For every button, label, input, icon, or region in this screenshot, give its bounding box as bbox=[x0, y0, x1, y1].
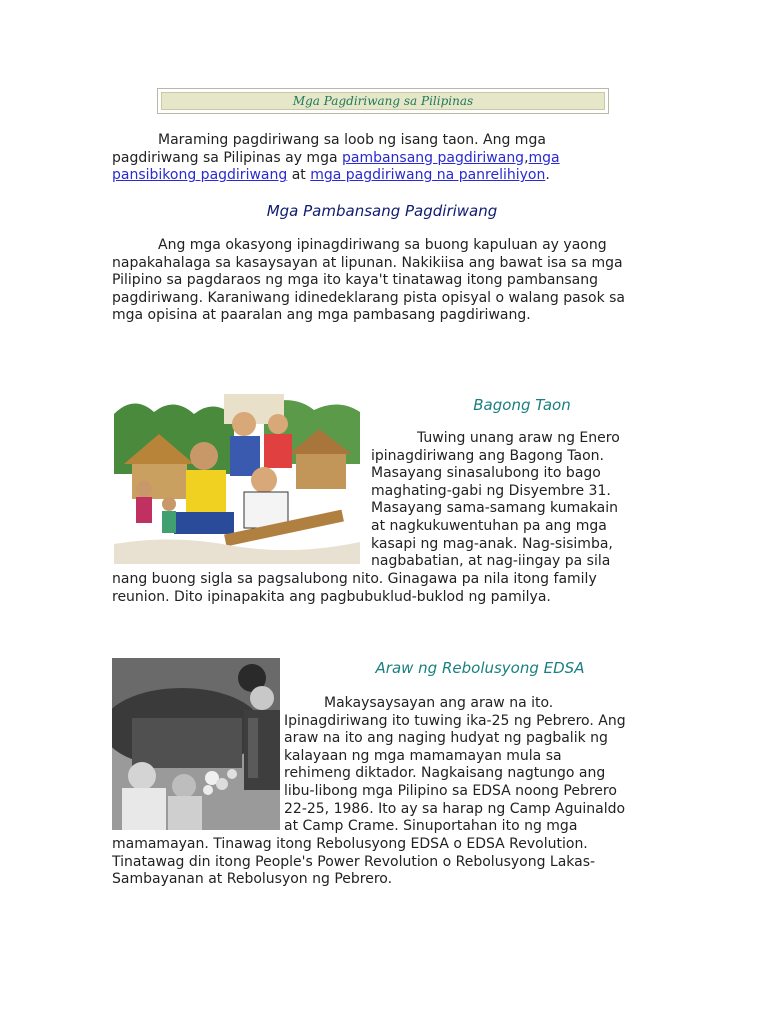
bagong-taon-line: kasapi ng mag-anak. Nag-sisimba, bbox=[371, 535, 613, 552]
page-title: Mga Pagdiriwang sa Pilipinas bbox=[161, 92, 605, 110]
bagong-taon-line: Masayang sama-samang kumakain bbox=[371, 500, 619, 517]
heading-araw-ng-rebolusyong-edsa: Araw ng Rebolusyong EDSA bbox=[375, 659, 585, 677]
edsa-line: libu-libong mga Pilipino sa EDSA noong Pebrero bbox=[284, 782, 617, 799]
pambansa-paragraph bbox=[112, 237, 642, 325]
edsa-line-full: Tinatawag din itong People's Power Revolution o Rebolusyong Lakas- bbox=[112, 853, 596, 870]
edsa-line: araw na ito ang naging hudyat ng pagbalik ng bbox=[284, 730, 608, 747]
bagong-taon-line: at nagkukuwentuhan pa ang mga bbox=[371, 517, 607, 534]
bagong-taon-line: nagbabatian, at nag-iingay pa sila bbox=[371, 553, 611, 570]
edsa-line: Makaysaysayan ang araw na ito. bbox=[324, 695, 554, 711]
bagong-taon-line-full: reunion. Dito ipinapakita ang pagbubuklud-buklod ng pamilya. bbox=[112, 589, 551, 605]
heading-pambansang-pagdiriwang: Mga Pambansang Pagdiriwang bbox=[266, 202, 498, 220]
edsa-line: kalayaan ng mga mamamayan mula sa bbox=[284, 747, 562, 764]
bagong-taon-right-text bbox=[371, 430, 651, 571]
family-celebration-illustration bbox=[114, 394, 360, 564]
edsa-line: at Camp Crame. Sinuportahan ito ng mga bbox=[284, 818, 578, 835]
edsa-line: rehimeng diktador. Nagkaisang nagtungo ang bbox=[284, 765, 606, 782]
bagong-taon-line: maghating-gabi ng Disyembre 31. bbox=[371, 482, 611, 499]
intro-mid: at bbox=[287, 167, 311, 184]
intro-end: . bbox=[545, 167, 550, 184]
link-pambansang-pagdiriwang[interactable]: pambansang pagdiriwang bbox=[341, 149, 525, 166]
edsa-right-text bbox=[284, 695, 654, 836]
heading-bagong-taon: Bagong Taon bbox=[473, 396, 571, 414]
link-pagdiriwang-panrelihiyon[interactable]: mga pagdiriwang na panrelihiyon bbox=[310, 167, 546, 184]
edsa-people-power-photo bbox=[112, 658, 280, 830]
intro-text: Maraming pagdiriwang sa loob ng isang taon. Ang mga pagdiriwang sa Pilipinas ay mga bbox=[112, 132, 546, 166]
bagong-taon-line-full: nang buong sigla sa pagsalubong nito. Ginagawa pa nila itong family bbox=[112, 571, 597, 587]
edsa-full-text bbox=[112, 836, 652, 889]
edsa-line-full: mamamayan. Tinawag itong Rebolusyong EDSA o EDSA Revolution. bbox=[112, 836, 588, 852]
edsa-line-full: Sambayanan at Rebolusyon ng Pebrero. bbox=[112, 871, 393, 888]
bagong-taon-line: Masayang sinasalubong ito bago bbox=[371, 465, 601, 482]
edsa-line: Ipinagdiriwang ito tuwing ika-25 ng Pebrero. Ang bbox=[284, 712, 626, 729]
pambansa-text: Ang mga okasyong ipinagdiriwang sa buong kapuluan ay yaong napakahalaga sa kasaysayan at lipunan. Nakikiisa ang bawat isa sa mga Pilipino sa pagdaraos ng mga ito kaya't tinatawag itong pambansang pagdiriwang. Karaniwang idinedeklarang pista opisyal o walang pasok sa mga opisina at paaralan ang mga pambasang pagdiriwang. bbox=[112, 237, 625, 324]
intro-paragraph bbox=[112, 132, 612, 185]
bagong-taon-line: Tuwing unang araw ng Enero bbox=[417, 430, 620, 446]
edsa-line: 22-25, 1986. Ito ay sa harap ng Camp Aguinaldo bbox=[284, 800, 626, 817]
intro-sep: , bbox=[524, 149, 529, 166]
bagong-taon-line: ipinagdiriwang ang Bagong Taon. bbox=[371, 447, 605, 464]
title-box bbox=[157, 88, 609, 114]
link-pansibikong-pagdiriwang[interactable]: mga pansibikong pagdiriwang bbox=[112, 149, 560, 184]
